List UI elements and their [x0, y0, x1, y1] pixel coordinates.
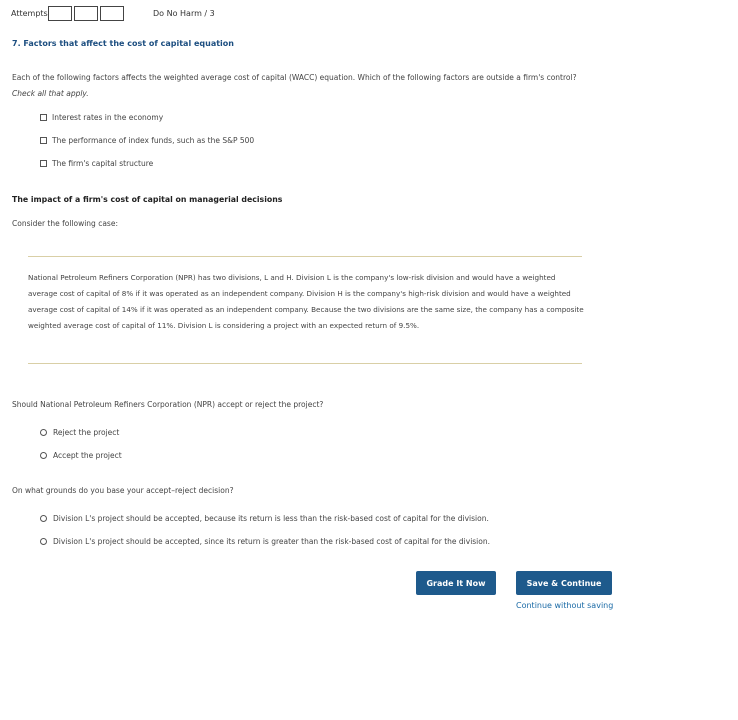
option-label: The firm's capital structure — [52, 159, 154, 168]
option-label: Interest rates in the economy — [52, 113, 164, 122]
attempt-box — [100, 6, 124, 21]
question-title: 7. Factors that affect the cost of capital equation — [12, 39, 234, 48]
attempt-boxes — [48, 6, 126, 21]
consider-text: Consider the following case: — [12, 219, 118, 228]
checkbox-option-interest-rates[interactable] — [40, 113, 163, 122]
question-prompt — [12, 70, 592, 102]
attempt-box — [74, 6, 98, 21]
score-text: Do No Harm / 3 — [153, 9, 215, 18]
attempts-label: Attempts — [11, 9, 48, 18]
radio-icon[interactable] — [40, 515, 47, 522]
option-label: Accept the project — [53, 451, 122, 460]
checkbox-icon[interactable] — [40, 114, 47, 121]
prompt-hint: Check all that apply. — [12, 89, 89, 98]
radio-option-grounds-greater[interactable] — [40, 537, 490, 546]
section-heading: The impact of a firm's cost of capital on managerial decisions — [12, 195, 283, 204]
case-divider-bottom — [28, 363, 582, 364]
radio-icon[interactable] — [40, 538, 47, 545]
checkbox-option-index-funds[interactable] — [40, 136, 254, 145]
checkbox-option-capital-structure[interactable] — [40, 159, 153, 168]
save-and-continue-button[interactable]: Save & Continue — [516, 571, 612, 595]
radio-option-reject[interactable] — [40, 428, 119, 437]
checkbox-icon[interactable] — [40, 160, 47, 167]
radio-icon[interactable] — [40, 429, 47, 436]
checkbox-icon[interactable] — [40, 137, 47, 144]
grade-it-now-button[interactable]: Grade It Now — [416, 571, 496, 595]
radio-icon[interactable] — [40, 452, 47, 459]
attempt-box — [48, 6, 72, 21]
case-text: National Petroleum Refiners Corporation (NPR) has two divisions, L and H. Division L is the company's low-risk division and would have a weighted average cost of capital of 8% if it was operated as an independent company. Division H is the company's high-risk division and would have a weighted average cost of capital of 14% if it was operated as an independent company. Because the two divisions are the same size, the company has a composite weighted average cost of capital of 11%. Division L is considering a project with an expected return of 9.5%. — [28, 273, 584, 330]
radio-option-grounds-less[interactable] — [40, 514, 489, 523]
option-label: Division L's project should be accepted, because its return is less than the risk-based cost of capital for the division. — [53, 514, 489, 523]
grounds-question: On what grounds do you base your accept–reject decision? — [12, 486, 234, 495]
prompt-text: Each of the following factors affects the weighted average cost of capital (WACC) equation. Which of the following factors are outside a firm's control? — [12, 73, 577, 82]
option-label: Reject the project — [53, 428, 120, 437]
radio-option-accept[interactable] — [40, 451, 122, 460]
continue-without-saving-link[interactable]: Continue without saving — [516, 601, 614, 610]
case-divider-top — [28, 256, 582, 257]
accept-question: Should National Petroleum Refiners Corporation (NPR) accept or reject the project? — [12, 400, 324, 409]
option-label: Division L's project should be accepted, since its return is greater than the risk-based cost of capital for the division. — [53, 537, 490, 546]
option-label: The performance of index funds, such as the S&P 500 — [52, 136, 255, 145]
